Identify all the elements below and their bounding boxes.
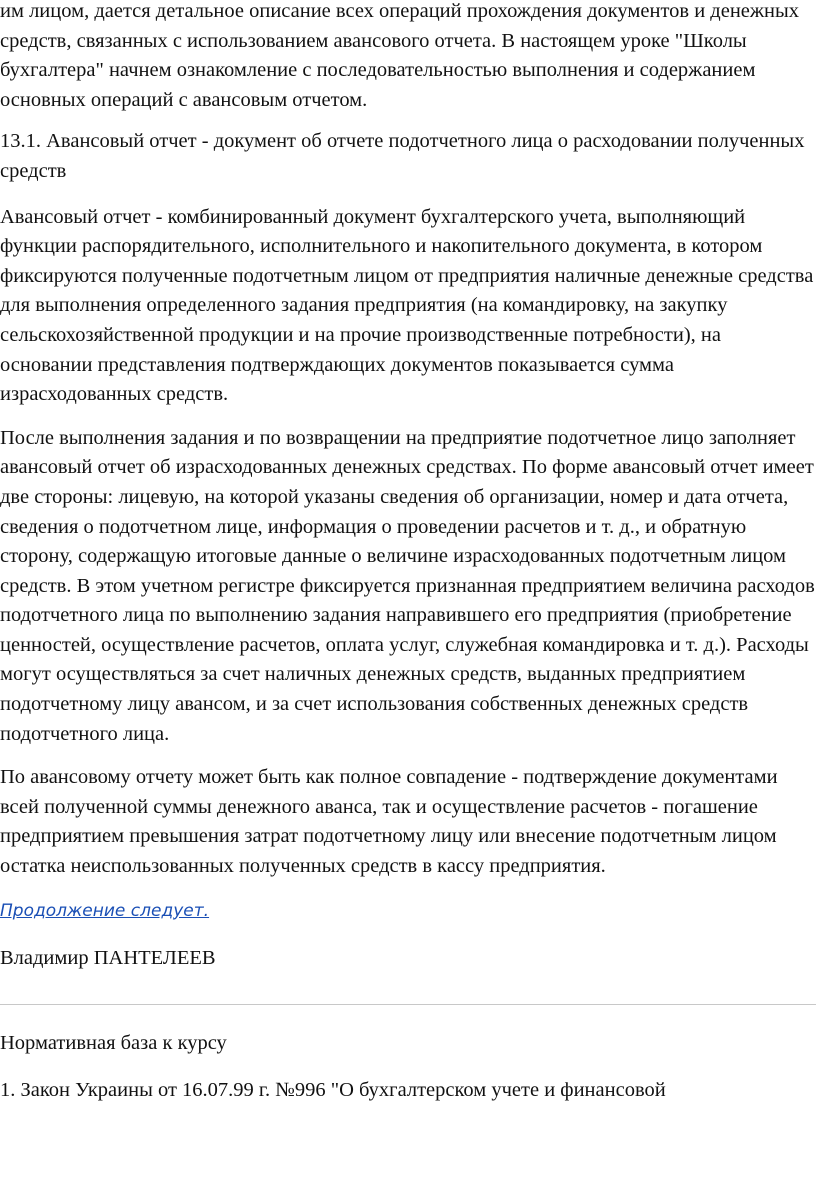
body-paragraph: Авансовый отчет - комбинированный документ бухгалтерского учета, выполняющий функции распорядительного, исполнительного и накопительного документа, в котором фиксируются полученные подотчетным лицом от предприятия наличные денежные средства для выполнения определенного задания предприятия (на командировку, на закупку сельскохозяйственной продукции и на прочие производственные потребности), на основании представления подтверждающих документов показывается сумма израсходованных средств.	[0, 205, 814, 406]
body-paragraph: После выполнения задания и по возвращении на предприятие подотчетное лицо заполняет авансовый отчет об израсходованных денежных средствах. По форме авансовый отчет имеет две стороны: лицевую, на которой указаны сведения об организации, номер и дата отчета, сведения о подотчетном лице, информация о проведении расчетов и т. д., и обратную сторону, содержащую итоговые данные о величине израсходованных подотчетным лицом средств. В этом учетном регистре фиксируется признанная предприятием величина расходов подотчетного лица по выполнению задания направившего его предприятия (приобретение ценностей, осуществление расчетов, оплата услуг, служебная командировка и т. д.). Расходы могут осуществляться за счет наличных денежных средств, выданных предприятием подотчетному лицу авансом, и за счет использования собственных денежных средств подотчетного лица.	[0, 426, 815, 745]
continuation-line	[0, 896, 816, 927]
intro-paragraph: им лицом, дается детальное описание всех операций прохождения документов и денежных средств, связанных с использованием авансового отчета. В настоящем уроке "Школы бухгалтера" начнем ознакомление с последовательностью выполнения и содержанием основных операций с авансовым отчетом.	[0, 0, 800, 111]
section-divider	[0, 1004, 816, 1005]
author-name: Владимир ПАНТЕЛЕЕВ	[0, 947, 216, 970]
regulatory-base-item: 1. Закон Украины от 16.07.99 г. №996 "О бухгалтерском учете и финансовой	[0, 1079, 666, 1102]
body-paragraph: По авансовому отчету может быть как полное совпадение - подтверждение документами всей полученной суммы денежного аванса, так и осуществление расчетов - погашение предприятием превышения затрат подотчетному лицу или внесение подотчетным лицом остатка неиспользованных полученных средств в кассу предприятия.	[0, 766, 778, 878]
section-heading: 13.1. Авансовый отчет - документ об отчете подотчетного лица о расходовании полученных средств	[0, 130, 805, 182]
continuation-link[interactable]: Продолжение следует.	[0, 900, 210, 921]
regulatory-base-title: Нормативная база к курсу	[0, 1031, 227, 1054]
